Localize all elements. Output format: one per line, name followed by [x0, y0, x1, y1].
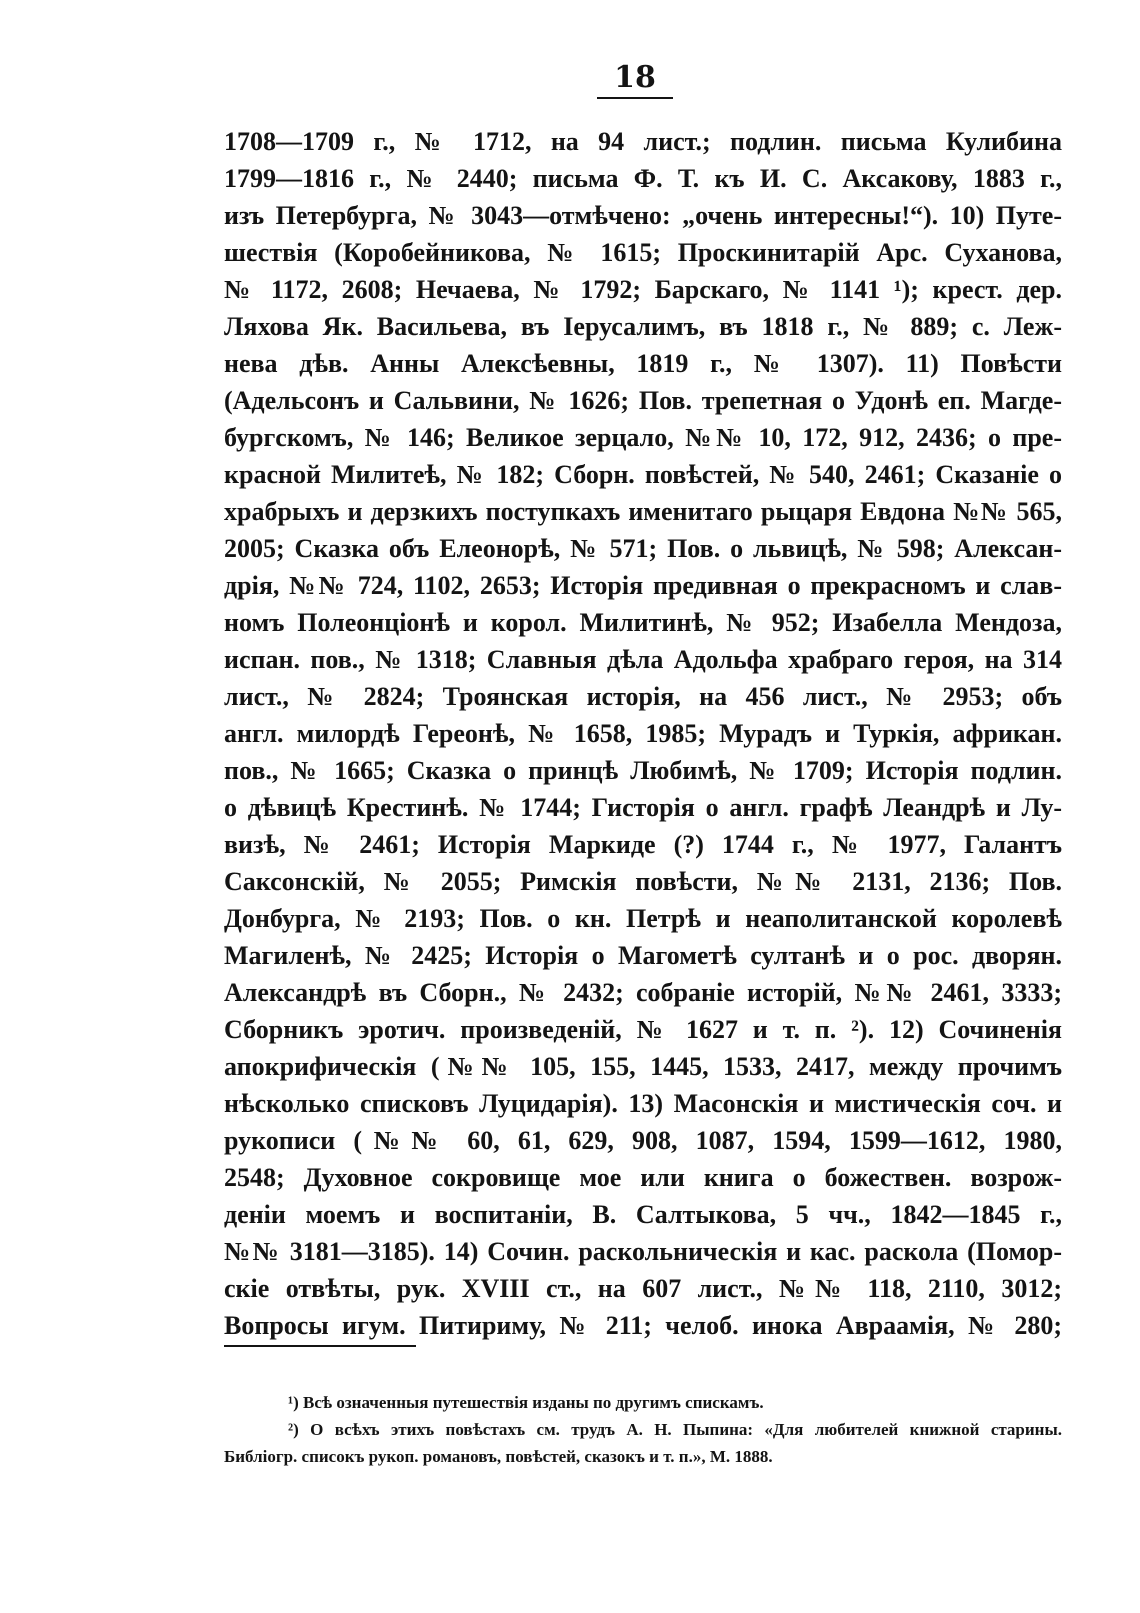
footnote-1: ¹) Всѣ означенныя путешествія изданы по другимъ спискамъ. [288, 1393, 764, 1412]
text-line: 2548; Духовное сокровище мое или книга о божествен. возрож- [224, 1163, 1062, 1192]
text-line: шествія (Коробейникова, № 1615; Проскинитарій Арс. Суханова, [224, 238, 1062, 267]
text-line: апокрифическія (№№ 105, 155, 1445, 1533, 2417, между прочимъ [224, 1052, 1062, 1081]
text-line: красной Милитеѣ, № 182; Сборн. повѣстей, № 540, 2461; Сказаніе о [224, 460, 1062, 489]
text-line: изъ Петербурга, № 3043—отмѣчено: „очень интересны!“). 10) Путе- [224, 201, 1062, 230]
text-line: № 1172, 2608; Нечаева, № 1792; Барскаго, № 1141 ¹); крест. дер. [224, 275, 1062, 304]
text-line: 2005; Сказка объ Елеонорѣ, № 571; Пов. о львицѣ, № 598; Алексан- [224, 534, 1062, 563]
text-line: нева дѣв. Анны Алексѣевны, 1819 г., № 1307). 11) Повѣсти [224, 349, 1062, 378]
footnote-rule [224, 1345, 416, 1347]
text-line: номъ Полеонціонѣ и корол. Милитинѣ, № 952; Изабелла Мендоза, [224, 608, 1062, 637]
text-line: Александрѣ въ Сборн., № 2432; собраніе исторій, №№ 2461, 3333; [224, 978, 1062, 1007]
text-line: рукописи (№№ 60, 61, 629, 908, 1087, 1594, 1599—1612, 1980, [224, 1126, 1062, 1155]
text-line: визѣ, № 2461; Исторія Маркиде (?) 1744 г., № 1977, Галантъ [224, 830, 1062, 859]
text-line: лист., № 2824; Троянская исторія, на 456 лист., № 2953; объ [224, 682, 1062, 711]
text-line: Вопросы игум. Питириму, № 211; челоб. инока Авраамія, № 280; [224, 1311, 1062, 1340]
text-line: №№ 3181—3185). 14) Сочин. раскольническія и кас. раскола (Помор- [224, 1237, 1062, 1266]
text-line: Магиленѣ, № 2425; Исторія о Магометѣ султанѣ и о рос. дворян. [224, 941, 1062, 970]
text-line: 1799—1816 г., № 2440; письма Ф. Т. къ И. С. Аксакову, 1883 г., [224, 164, 1062, 193]
text-line: пов., № 1665; Сказка о принцѣ Любимѣ, № 1709; Исторія подлин. [224, 756, 1062, 785]
page-number: 18 [614, 60, 656, 95]
text-line: 1708—1709 г., № 1712, на 94 лист.; подлин. письма Кулибина [224, 127, 1062, 156]
text-line: Донбурга, № 2193; Пов. о кн. Петрѣ и неаполитанской королевѣ [224, 904, 1062, 933]
text-line: Сборникъ эротич. произведеній, № 1627 и т. п. ²). 12) Сочиненія [224, 1015, 1062, 1044]
footnotes [224, 1389, 1062, 1470]
text-line: нѣсколько списковъ Луцидарія). 13) Масонскія и мистическія соч. и [224, 1089, 1062, 1118]
text-line: испан. пов., № 1318; Славныя дѣла Адольфа храбраго героя, на 314 [224, 645, 1062, 674]
body-text [224, 123, 1062, 1344]
footnote-2: ²) О всѣхъ этихъ повѣстахъ см. трудъ А. Н. Пыпина: «Для любителей книжной старины. [288, 1420, 1062, 1439]
text-line: дрія, №№ 724, 1102, 2653; Исторія предивная о прекрасномъ и слав- [224, 571, 1062, 600]
text-line: храбрыхъ и дерзкихъ поступкахъ именитаго рыцаря Евдона №№ 565, [224, 497, 1062, 526]
text-line: Саксонскій, № 2055; Римскія повѣсти, №№ 2131, 2136; Пов. [224, 867, 1062, 896]
text-line: деніи моемъ и воспитаніи, В. Салтыкова, 5 чч., 1842—1845 г., [224, 1200, 1062, 1229]
text-line: (Адельсонъ и Сальвини, № 1626; Пов. трепетная о Удонѣ еп. Магде- [224, 386, 1062, 415]
page-number-rule [597, 97, 673, 99]
text-line: бургскомъ, № 146; Великое зерцало, №№ 10, 172, 912, 2436; о пре- [224, 423, 1062, 452]
text-line: о дѣвицѣ Крестинѣ. № 1744; Гисторія о англ. графѣ Леандрѣ и Лу- [224, 793, 1062, 822]
text-line: скіе отвѣты, рук. XVIII ст., на 607 лист., №№ 118, 2110, 3012; [224, 1274, 1062, 1303]
text-line: Ляхова Як. Васильева, въ Іерусалимъ, въ 1818 г., № 889; с. Леж- [224, 312, 1062, 341]
footnote-2-continuation: Библіогр. списокъ рукоп. романовъ, повѣстей, сказокъ и т. п.», М. 1888. [224, 1447, 773, 1466]
text-line: англ. милордѣ Гереонѣ, № 1658, 1985; Мурадъ и Туркія, африкан. [224, 719, 1062, 748]
